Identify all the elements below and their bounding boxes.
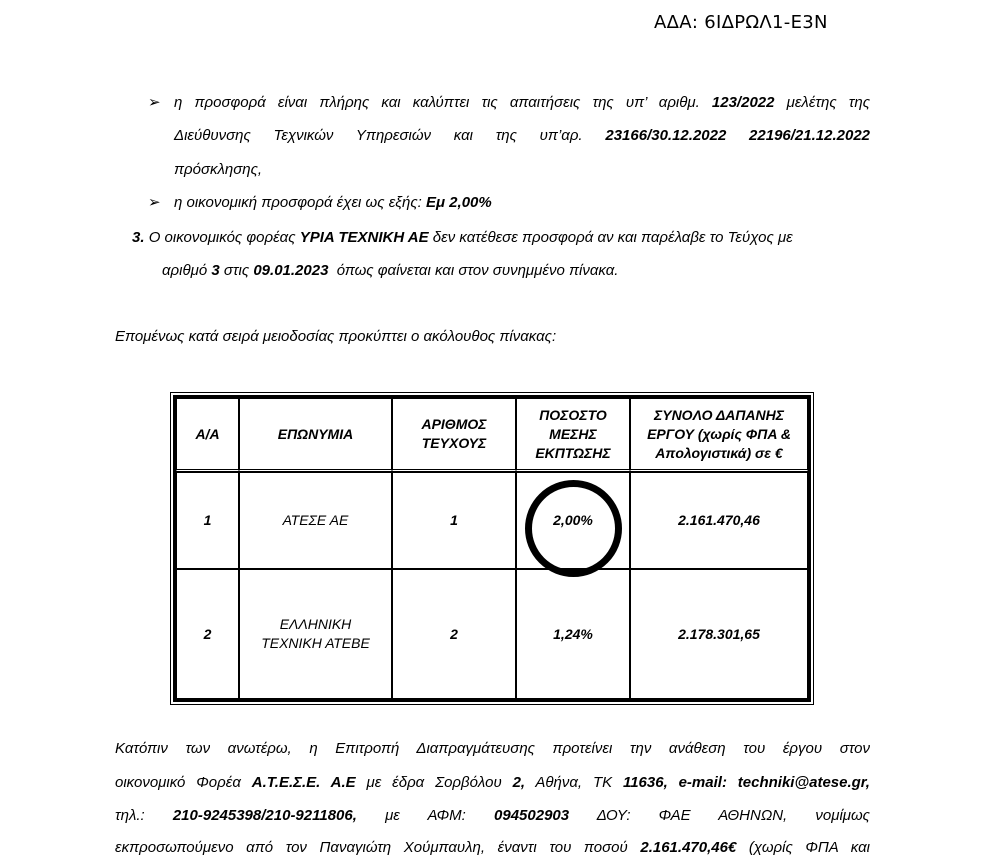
row-percentage: 1,24% xyxy=(516,569,630,699)
header-percentage: ΠΟΣΟΣΤΟ ΜΕΣΗΣ ΕΚΠΤΩΣΗΣ xyxy=(516,398,630,472)
bullet-1-line-3: πρόσκλησης, xyxy=(174,161,263,178)
header-aa: Α/Α xyxy=(176,398,239,472)
header-name: ΕΠΩΝΥΜΙΑ xyxy=(239,398,392,472)
table-intro: Επομένως κατά σειρά μειοδοσίας προκύπτει ο ακόλουθος πίνακας: xyxy=(115,328,557,345)
bullet-arrow-icon: ➢ xyxy=(148,94,161,111)
bullet-1-line-1: η προσφορά είναι πλήρης και καλύπτει τις απαιτήσεις της υπ’ αριθμ. 123/2022 μελέτης της xyxy=(174,94,871,111)
row-total: 2.178.301,65 xyxy=(630,569,808,699)
table-header-row xyxy=(176,398,808,472)
circled-percentage: 2,00% xyxy=(553,511,593,530)
row-total: 2.161.470,46 xyxy=(630,472,808,569)
bullet-2-line: η οικονομική προσφορά έχει ως εξής: Εμ 2,00% xyxy=(174,194,492,211)
table-row xyxy=(176,569,808,699)
closing-line-3: τηλ.: 210-9245398/210-9211806, με ΑΦΜ: 094502903 ΔΟΥ: ΦΑΕ ΑΘΗΝΩΝ, νομίμως xyxy=(115,807,870,824)
ada-code: ΑΔΑ: 6ΙΔΡΩΛ1-Ε3Ν xyxy=(654,12,828,33)
row-name: ΑΤΕΣΕ ΑΕ xyxy=(239,472,392,569)
header-issue: ΑΡΙΘΜΟΣ ΤΕΥΧΟΥΣ xyxy=(392,398,516,472)
item-3-line-1: 3. Ο οικονομικός φορέας ΥΡΙΑ ΤΕΧΝΙΚΗ ΑΕ δεν κατέθεσε προσφορά αν και παρέλαβε το Τεύχος με xyxy=(132,229,793,246)
row-issue: 1 xyxy=(392,472,516,569)
bullet-1-line-2: Διεύθυνσης Τεχνικών Υπηρεσιών και της υπ’αρ. 23166/30.12.2022 22196/21.12.2022 xyxy=(174,127,870,144)
closing-line-1: Κατόπιν των ανωτέρω, η Επιτροπή Διαπραγμάτευσης προτείνει την ανάθεση του έργου στον xyxy=(115,740,870,757)
circle-mark xyxy=(525,480,622,577)
bullet-arrow-icon: ➢ xyxy=(148,194,161,211)
table-row xyxy=(176,472,808,569)
closing-line-2: οικονομικό Φορέα Α.Τ.Ε.Σ.Ε. Α.Ε με έδρα Σορβόλου 2, Αθήνα, ΤΚ 11636, e-mail: techniki@atese.gr, xyxy=(115,774,870,791)
row-aa: 2 xyxy=(176,569,239,699)
closing-line-4: εκπροσωπούμενο από τον Παναγιώτη Χούμπαυλη, έναντι του ποσού 2.161.470,46€ (χωρίς ΦΠΑ και xyxy=(115,839,871,856)
item-3-line-2: αριθμό 3 στις 09.01.2023 όπως φαίνεται και στον συνημμένο πίνακα. xyxy=(162,262,619,279)
header-total: ΣΥΝΟΛΟ ΔΑΠΑΝΗΣ ΕΡΓΟΥ (χωρίς ΦΠΑ & Απολογιστικά) σε € xyxy=(630,398,808,472)
row-aa: 1 xyxy=(176,472,239,569)
row-name: ΕΛΛΗΝΙΚΗ ΤΕΧΝΙΚΗ ΑΤΕΒΕ xyxy=(239,569,392,699)
row-issue: 2 xyxy=(392,569,516,699)
ranking-table xyxy=(173,395,811,702)
row-percentage xyxy=(516,472,630,569)
